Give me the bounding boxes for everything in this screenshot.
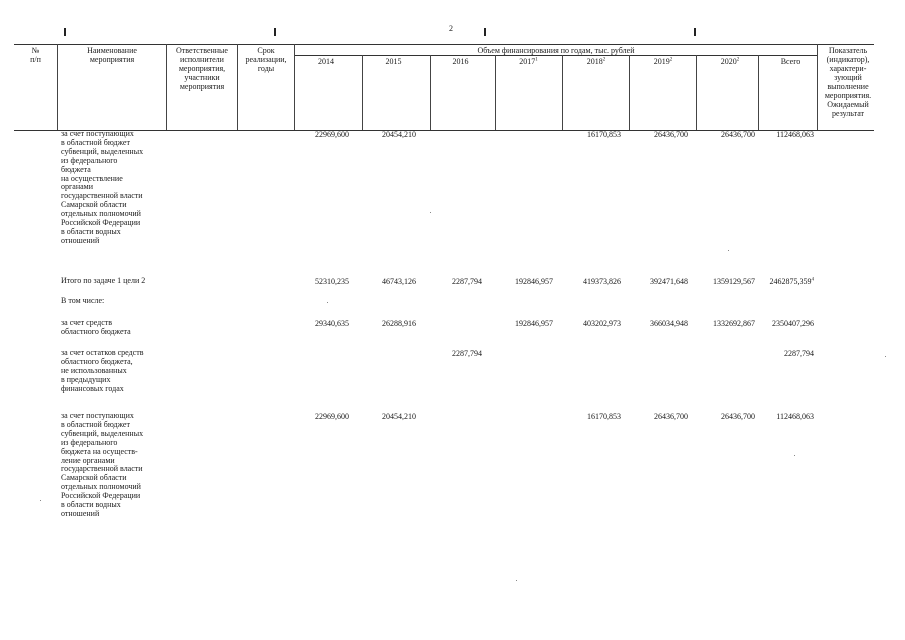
scan-speck — [794, 455, 795, 456]
scan-mark — [274, 28, 276, 36]
scan-speck — [885, 356, 886, 357]
column-divider — [758, 55, 759, 130]
row-value: 192846,957 — [515, 319, 553, 328]
header-indicator: Показатель (индикатор), характери- зующий выполнение мероприятия. Ожидаемый результат — [824, 46, 872, 118]
row-value: 26288,916 — [382, 319, 416, 328]
column-divider — [430, 55, 431, 130]
row-value: 26436,700 — [654, 130, 688, 139]
header-number: № п/п — [30, 46, 41, 64]
scan-speck — [516, 580, 517, 581]
scan-speck — [430, 212, 431, 213]
scan-speck — [728, 250, 729, 251]
row-value: 29340,635 — [315, 319, 349, 328]
row-value: 2287,794 — [452, 349, 482, 358]
column-divider — [362, 55, 363, 130]
header-financing: Объем финансирования по годам, тыс. рублей — [477, 46, 635, 55]
page-number: 2 — [449, 24, 453, 33]
row-value: 26436,700 — [654, 412, 688, 421]
header-name: Наименование мероприятия — [87, 46, 137, 64]
header-term: Срок реализации, годы — [245, 46, 287, 73]
row-value: 112468,063 — [776, 412, 814, 421]
scan-mark — [64, 28, 66, 36]
row-value: 20454,210 — [382, 412, 416, 421]
row-value: 46743,126 — [382, 277, 416, 286]
column-divider — [696, 55, 697, 130]
table-top-border — [14, 44, 874, 45]
row-value: 2350407,296 — [772, 319, 814, 328]
scan-mark — [484, 28, 486, 36]
row-value: 419373,826 — [583, 277, 621, 286]
row-value: 26436,700 — [721, 130, 755, 139]
row-value: 2287,794 — [784, 349, 814, 358]
row-value: 392471,648 — [650, 277, 688, 286]
row-value: 366034,948 — [650, 319, 688, 328]
row-value: 403202,973 — [583, 319, 621, 328]
column-divider — [562, 55, 563, 130]
column-divider — [495, 55, 496, 130]
row-name: Итого по задаче 1 цели 2 — [61, 276, 146, 285]
header-year: Всего — [780, 57, 801, 66]
header-year: 2016 — [452, 57, 469, 66]
scan-mark — [694, 28, 696, 36]
header-year: 2017$^1$ — [519, 57, 538, 66]
row-value: 2287,794 — [452, 277, 482, 286]
header-responsible: Ответственные исполнители мероприятия, участники мероприятия — [176, 46, 228, 91]
column-divider — [629, 55, 630, 130]
scan-speck — [327, 302, 328, 303]
row-value: 112468,063 — [776, 130, 814, 139]
header-year: 2019$^2$ — [653, 57, 673, 66]
row-name: за счет средств областного бюджета — [61, 318, 131, 336]
row-value: 20454,210 — [382, 130, 416, 139]
row-name: за счет поступающих в областной бюджет субвенций, выделенных из федерального бюджета на осуществ- ление органами государственной власти Самарской области отдельных полномочий Российской Федерации в области водных отношений — [61, 411, 144, 518]
row-name: за счет поступающих в областной бюджет субвенций, выделенных из федерального бюджета на осуществление органами государственной власти Самарской области отдельных полномочий Российской Федерации в области водных отношений — [61, 129, 144, 245]
row-value: 22969,600 — [315, 412, 349, 421]
row-value: 16170,853 — [587, 412, 621, 421]
row-name: В том числе: — [61, 296, 105, 305]
scan-speck — [40, 500, 41, 501]
row-name: за счет остатков средств областного бюджета, не использованных в предыдущих финансовых годах — [61, 348, 144, 393]
financing-header-border — [294, 55, 817, 56]
row-value: 192846,957 — [515, 277, 553, 286]
header-year: 2018$^2$ — [586, 57, 606, 66]
row-value: 16170,853 — [587, 130, 621, 139]
header-year: 2014 — [318, 57, 334, 66]
row-value: 52310,235 — [315, 277, 349, 286]
row-value: 1332692,867 — [713, 319, 755, 328]
row-value: 2462875,359$^4$ — [769, 277, 814, 286]
header-year: 2020$^2$ — [720, 57, 740, 66]
row-value: 26436,700 — [721, 412, 755, 421]
header-year: 2015 — [385, 57, 402, 66]
row-value: 22969,600 — [315, 130, 349, 139]
row-value: 1359129,567 — [713, 277, 755, 286]
